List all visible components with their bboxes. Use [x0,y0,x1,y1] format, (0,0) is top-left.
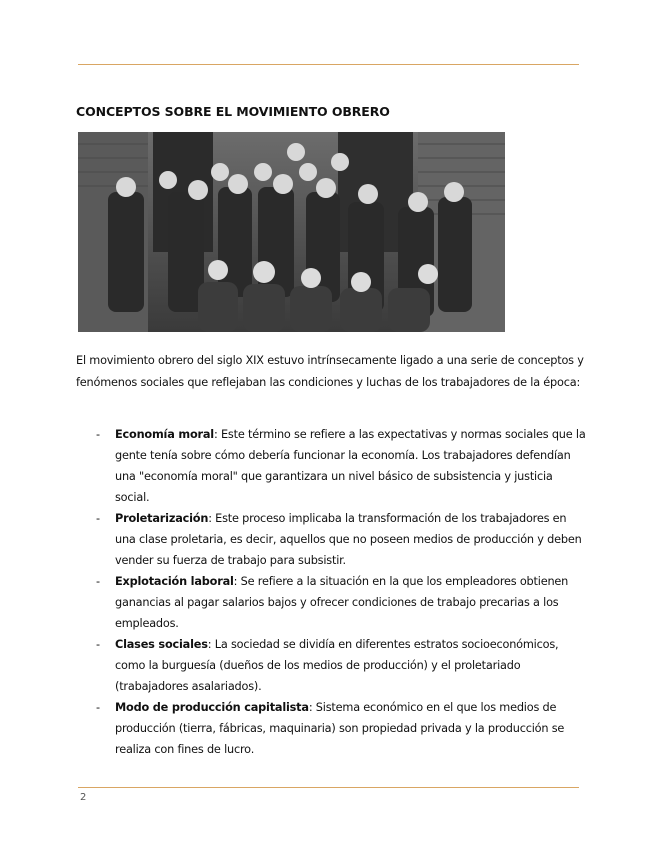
item-term: Explotación laboral [115,575,234,588]
item-term: Modo de producción capitalista [115,701,309,714]
intro-paragraph: El movimiento obrero del siglo XIX estuvo intrínsecamente ligado a una serie de conceptos y fenómenos sociales que reflejaban las condiciones y luchas de los trabajadores de la época: [76,354,584,389]
bullet-dash: - [96,701,100,714]
item-text: : La sociedad se dividía en diferentes estratos socioeconómicos, como la burguesía (dueños de los medios de producción) y el proletariado (trabajadores asalariados). [115,638,559,693]
item-text: : Este término se refiere a las expectativas y normas sociales que la gente tenía sobre cómo debería funcionar la economía. Los trabajadores defendían una "economía moral" que garantizara un nivel básico de subsistencia y justicia social. [115,428,586,504]
list-item [96,634,586,697]
historical-photo-child-workers [78,132,505,332]
list-item [96,424,586,508]
list-item [96,508,586,571]
list-item [96,571,586,634]
item-text: : Se refiere a la situación en la que los empleadores obtienen ganancias al pagar salarios bajos y ofrecer condiciones de trabajo precarias a los empleados. [115,575,569,630]
footer-rule [78,787,579,788]
bullet-dash: - [96,512,100,525]
header-rule [78,64,579,65]
bullet-dash: - [96,638,100,651]
list-item [96,697,586,760]
section-heading: CONCEPTOS SOBRE EL MOVIMIENTO OBRERO [76,104,390,119]
item-text: : Sistema económico en el que los medios de producción (tierra, fábricas, maquinaria) son propiedad privada y la producción se realiza con fines de lucro. [115,701,565,756]
item-text: : Este proceso implicaba la transformación de los trabajadores en una clase proletaria, es decir, aquellos que no poseen medios de producción y deben vender su fuerza de trabajo para subsistir. [115,512,582,567]
item-term: Proletarización [115,512,209,525]
bullet-dash: - [96,428,100,441]
bullet-dash: - [96,575,100,588]
item-term: Clases sociales [115,638,208,651]
concepts-list [96,424,586,760]
page-number: 2 [80,792,87,803]
item-term: Economía moral [115,428,214,441]
